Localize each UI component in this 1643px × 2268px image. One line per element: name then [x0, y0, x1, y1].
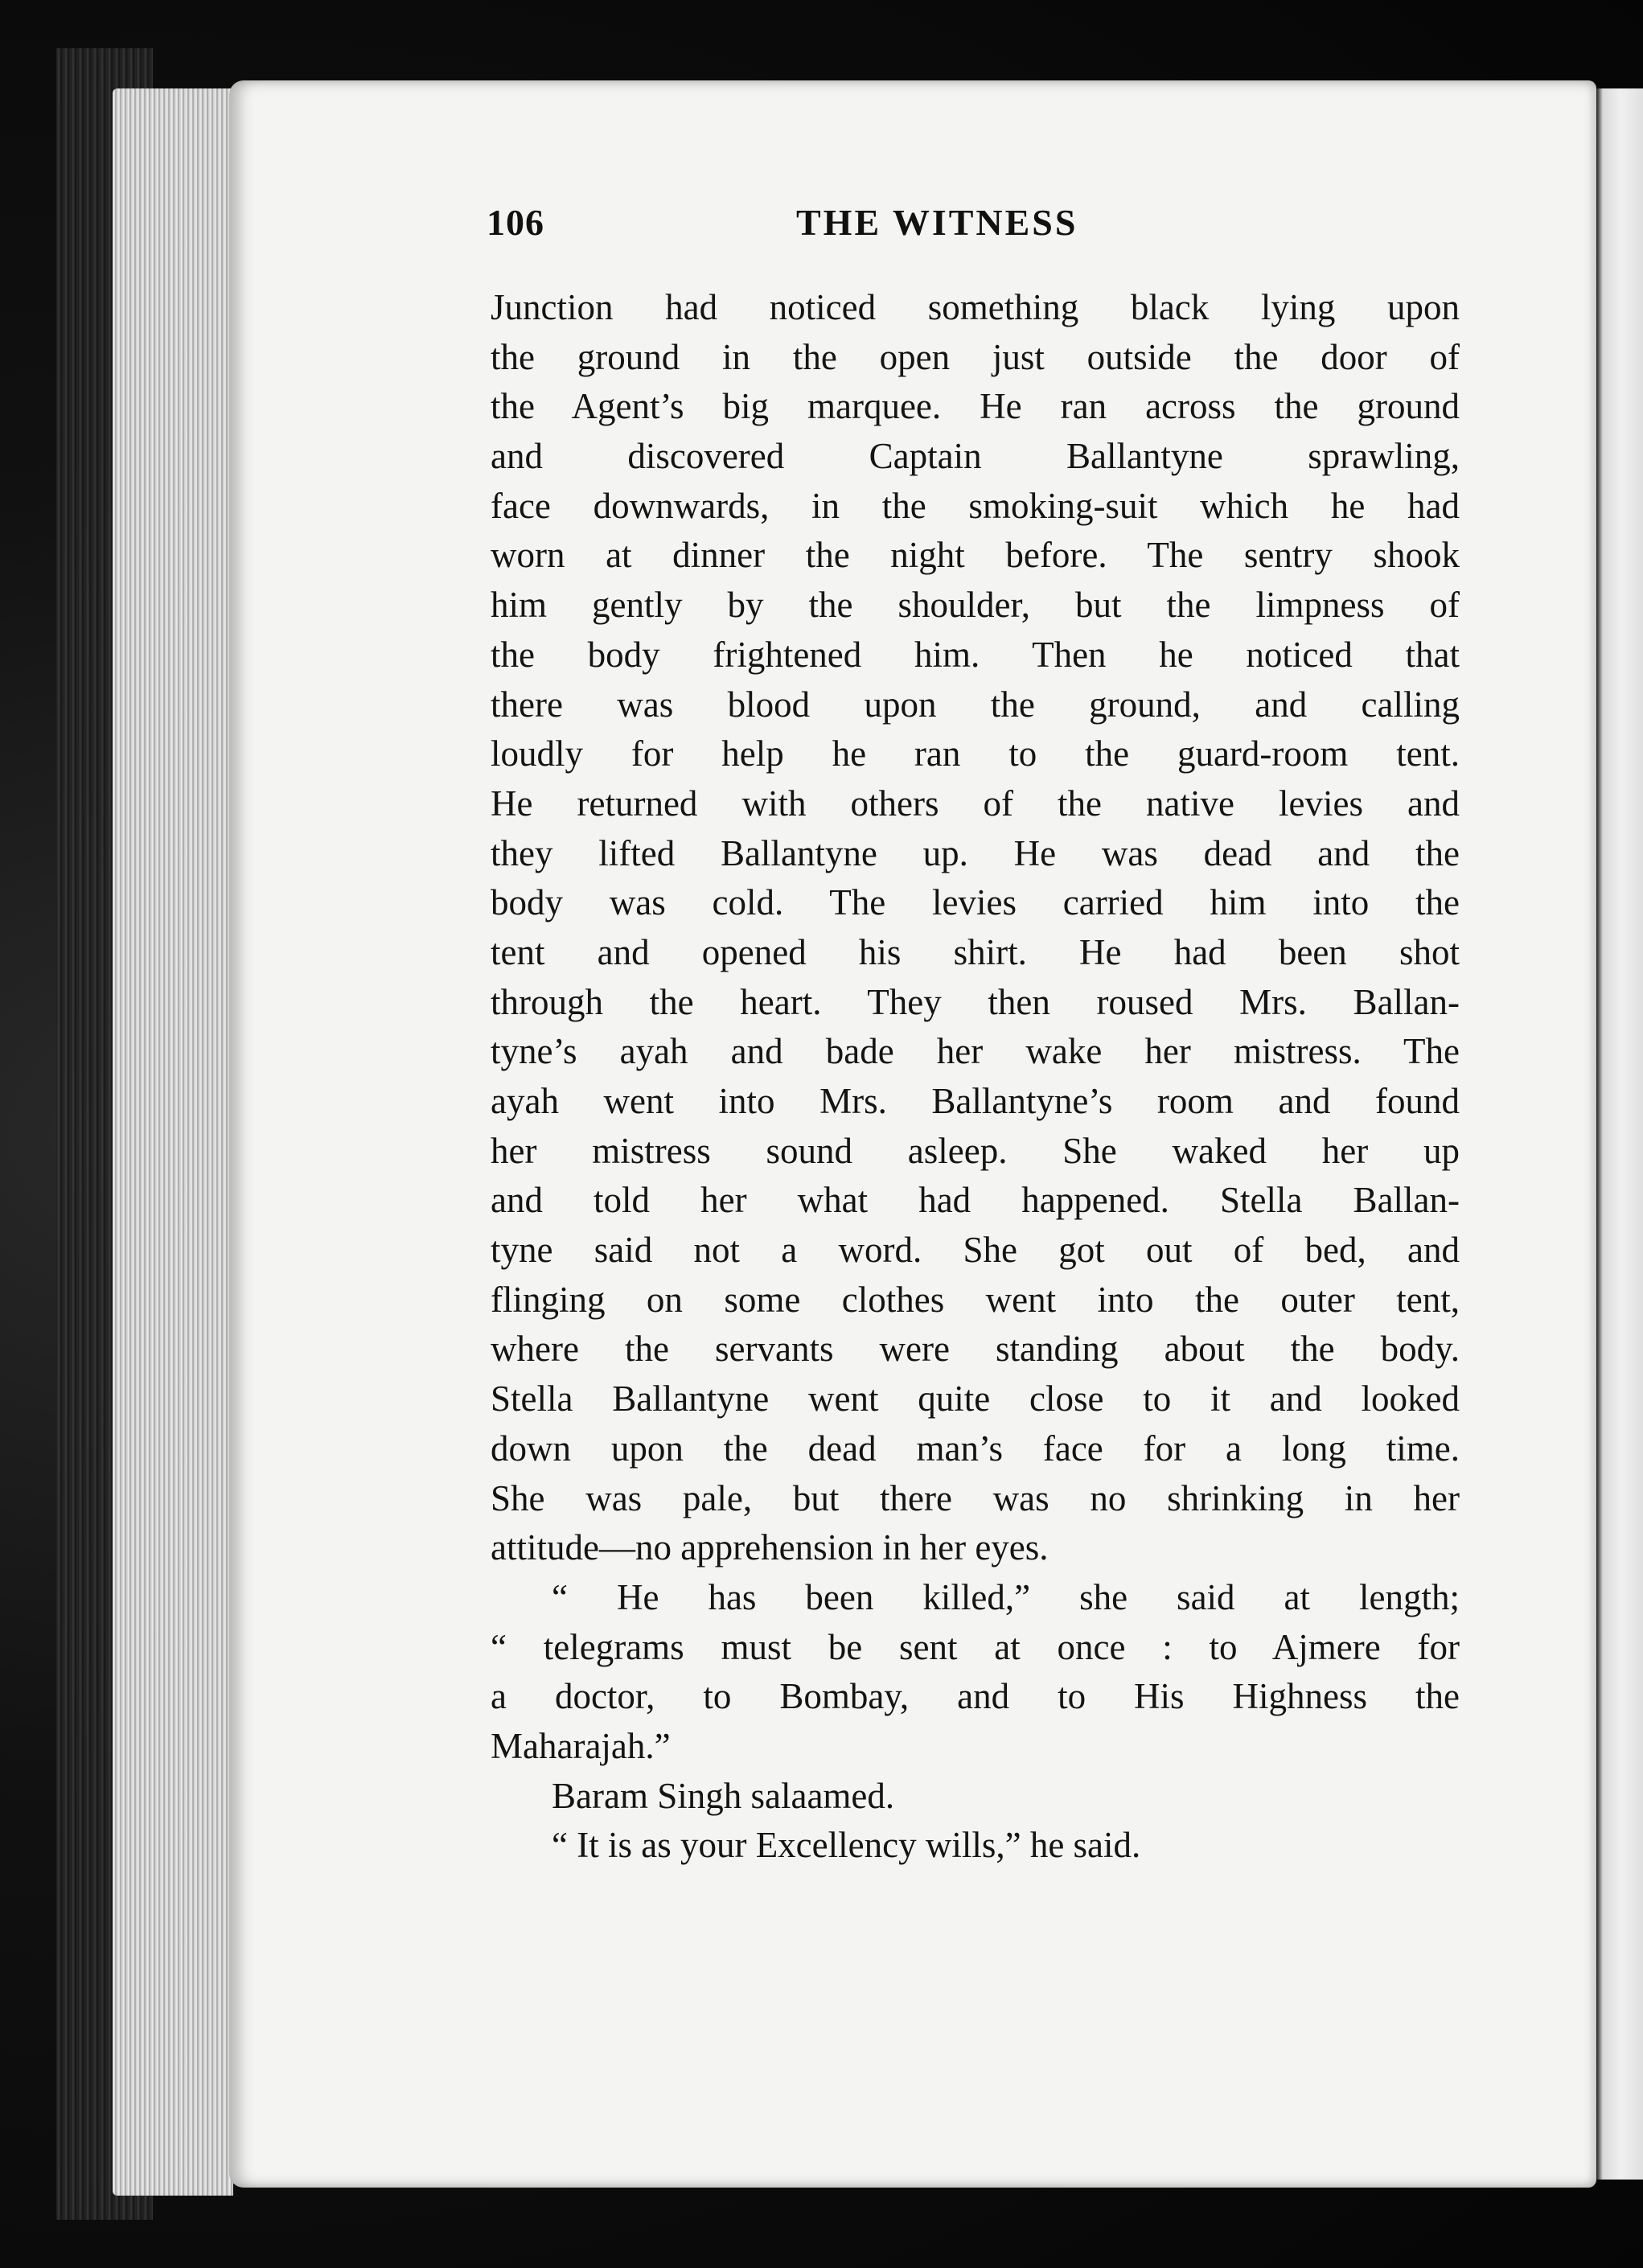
text-line: her mistress sound asleep. She waked her up	[491, 1130, 1460, 1171]
text-line: Baram Singh salaamed.	[552, 1775, 895, 1816]
body-text	[491, 283, 1460, 1871]
text-line: flinging on some clothes went into the outer tent,	[491, 1279, 1460, 1320]
text-line: worn at dinner the night before. The sentry shook	[491, 535, 1460, 576]
text-line: and discovered Captain Ballantyne sprawling,	[491, 436, 1460, 477]
text-line: “ He has been killed,” she said at length;	[552, 1576, 1460, 1617]
text-line: tyne said not a word. She got out of bed, and	[491, 1230, 1460, 1271]
text-line: through the heart. They then roused Mrs. Ballan-	[491, 981, 1460, 1022]
text-line: a doctor, to Bombay, and to His Highness the	[491, 1676, 1460, 1717]
text-line: body was cold. The levies carried him into the	[491, 882, 1460, 923]
page-number: 106	[487, 202, 544, 243]
text-line: and told her what had happened. Stella Ballan-	[491, 1180, 1460, 1221]
text-line: him gently by the shoulder, but the limpness of	[491, 585, 1460, 626]
text-line: ayah went into Mrs. Ballantyne’s room and found	[491, 1081, 1460, 1121]
text-line: tent and opened his shirt. He had been shot	[491, 931, 1460, 972]
text-line: there was blood upon the ground, and calling	[491, 684, 1460, 725]
text-line: down upon the dead man’s face for a long time.	[491, 1428, 1460, 1469]
text-line: loudly for help he ran to the guard-room tent.	[491, 733, 1460, 774]
text-line: Junction had noticed something black lying upon	[491, 287, 1460, 327]
text-line: She was pale, but there was no shrinking in her	[491, 1477, 1460, 1518]
text-line: the Agent’s big marquee. He ran across the ground	[491, 386, 1460, 427]
text-line: the body frightened him. Then he noticed that	[491, 634, 1460, 675]
text-line: He returned with others of the native levies and	[491, 783, 1460, 824]
text-line: they lifted Ballantyne up. He was dead and the	[491, 832, 1460, 873]
text-line: Stella Ballantyne went quite close to it and looked	[491, 1378, 1460, 1420]
page-edges	[113, 88, 233, 2196]
text-line: “ It is as your Excellency wills,” he said.	[552, 1825, 1141, 1866]
running-head	[0, 201, 1643, 265]
running-title: THE WITNESS	[796, 202, 1078, 243]
text-line: where the servants were standing about the body.	[491, 1329, 1460, 1370]
text-line: the ground in the open just outside the door of	[491, 336, 1460, 377]
text-line: tyne’s ayah and bade her wake her mistress. The	[491, 1031, 1460, 1072]
text-line: “ telegrams must be sent at once : to Ajmere for	[491, 1626, 1460, 1667]
facing-page-edge	[1596, 88, 1643, 2180]
text-line: Maharajah.”	[491, 1725, 671, 1766]
text-line: face downwards, in the smoking-suit which he had	[491, 485, 1460, 526]
text-line: attitude—no apprehension in her eyes.	[491, 1527, 1049, 1568]
